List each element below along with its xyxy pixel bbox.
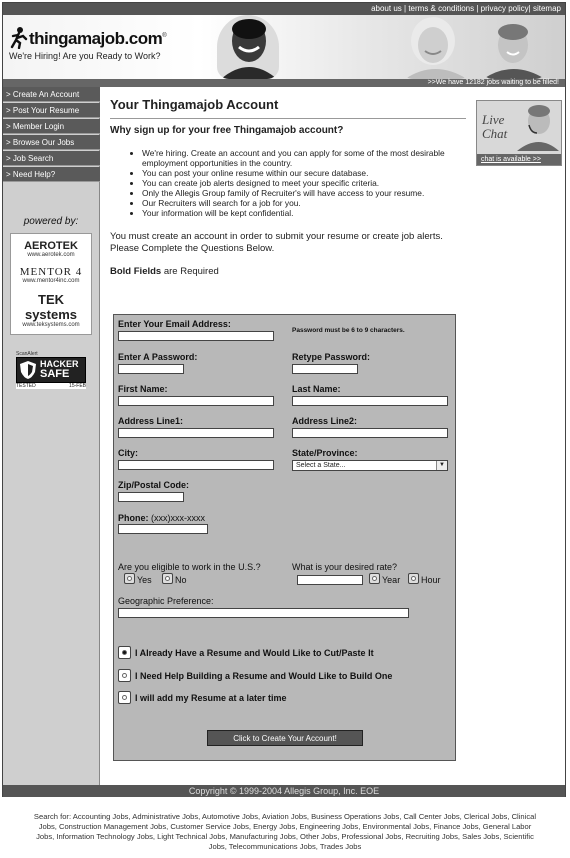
running-man-icon [9,27,29,49]
list-item: • We're hiring. Create an account and you can apply for some of the most desirable employment opportunities in the country. [142,148,470,168]
retype-password-label: Retype Password: [292,352,371,362]
sitemap-link[interactable]: sitemap [532,4,561,13]
reasons-list [110,148,470,218]
phone-format: (xxx)xxx-xxxx [148,513,205,523]
email-label: Enter Your Email Address: [118,319,231,329]
account-form [113,314,456,761]
rate-year-radio[interactable] [369,573,380,584]
eligible-no-radio[interactable] [162,573,173,584]
sidebar [3,87,100,785]
copyright-bar: Copyright © 1999-2004 Allegis Group, Inc. EOE [3,785,565,797]
logo-text: thingamajob.com [29,29,163,48]
partner-mentor4[interactable] [11,262,91,288]
partner-url: www.teksystems.com [22,322,80,328]
hacker-safe-badge[interactable] [16,351,86,389]
resume-later-label: I will add my Resume at a later time [135,693,287,703]
title-divider [110,118,466,119]
eligible-no-label: No [175,575,187,585]
powered-by-label: powered by: [23,216,79,227]
rate-hour-radio[interactable] [408,573,419,584]
zip-field[interactable] [118,492,184,502]
eligible-yes-label: Yes [137,575,152,585]
badge-tested: TESTED [16,383,36,389]
nav-need-help[interactable]: > Need Help? [3,167,100,182]
live-chat-title-1: Live [482,112,505,127]
resume-build-label: I Need Help Building a Resume and Would Like to Build One [135,671,393,681]
password-field[interactable] [118,364,184,374]
rate-year-label: Year [382,575,401,585]
badge-word1: HACKER [40,359,79,369]
chat-agent-photo [515,103,559,151]
first-name-label: First Name: [118,384,168,394]
phone-field[interactable] [118,524,208,534]
intro-text: You must create an account in order to submit your resume or create job alerts. Please Complete the Questions Below. [110,231,443,254]
chevron-down-icon[interactable]: ▼ [436,461,447,470]
resume-cutpaste-radio[interactable] [118,646,131,659]
man-photo [217,15,279,79]
resume-build-radio[interactable] [118,669,131,682]
rate-label: What is your desired rate? [292,562,398,572]
geo-field[interactable] [118,608,409,618]
address2-field[interactable] [292,428,448,438]
address1-field[interactable] [118,428,274,438]
nav-post-resume[interactable]: > Post Your Resume [3,103,100,118]
phone-label [118,513,205,523]
page-title: Your Thingamajob Account [110,97,279,112]
address2-label: Address Line2: [292,416,358,426]
list-item: • You can create job alerts designed to meet your specific criteria. [142,178,470,188]
man-headset-photo [481,21,547,79]
chat-available-link[interactable]: chat is available >> [477,154,561,165]
state-label: State/Province: [292,448,358,458]
nav-job-search[interactable]: > Job Search [3,151,100,166]
terms-link[interactable]: terms & conditions [408,4,475,13]
shield-icon [19,360,37,380]
state-select-value: Select a State... [296,462,346,469]
live-chat-title-2: Chat [482,126,508,141]
required-bold: Bold Fields [110,266,162,277]
partner-name: MENTOR 4 [19,266,83,278]
create-account-button[interactable]: Click to Create Your Account! [207,730,363,746]
list-item: • Only the Allegis Group family of Recruiter's will have access to your resume. [142,188,470,198]
nav-member-login[interactable]: > Member Login [3,119,100,134]
badge-scanalert: ScanAlert [16,351,38,357]
first-name-field[interactable] [118,396,274,406]
retype-password-field[interactable] [292,364,358,374]
required-note [110,266,470,277]
password-label: Enter A Password: [118,352,198,362]
phone-label-text: Phone: [118,513,149,523]
eligible-yes-radio[interactable] [124,573,135,584]
city-label: City: [118,448,138,458]
address1-label: Address Line1: [118,416,184,426]
badge-word2: SAFE [40,368,70,380]
nav-create-account[interactable]: > Create An Account [3,87,100,102]
resume-later-radio[interactable] [118,691,131,704]
partner-aerotek[interactable] [11,236,91,262]
rate-hour-label: Hour [421,575,441,585]
state-select[interactable] [292,460,448,471]
city-field[interactable] [118,460,274,470]
partner-teksystems[interactable] [11,288,91,332]
list-item: • You can post your online resume within our secure database. [142,168,470,178]
password-hint: Password must be 6 to 9 characters. [292,327,405,334]
privacy-policy-link[interactable]: privacy policy [480,4,529,13]
section-subtitle: Why sign up for your free Thingamajob account? [110,125,344,136]
partner-name: TEK systems [24,292,78,322]
partner-url: www.mentor4inc.com [22,278,80,284]
partner-name: AEROTEK [24,240,78,252]
last-name-label: Last Name: [292,384,341,394]
badge-date: 15-FEB [69,383,86,389]
last-name-field[interactable] [292,396,448,406]
zip-label: Zip/Postal Code: [118,480,190,490]
site-logo[interactable] [9,27,167,61]
jobs-count-banner: >>We have 12182 jobs waiting to be filled! [3,79,565,87]
header-banner [3,15,565,79]
rate-field[interactable] [297,575,363,585]
top-nav: about us | terms & conditions | privacy policy| sitemap [3,3,565,15]
resume-cutpaste-label: I Already Have a Resume and Would Like to Cut/Paste It [135,648,374,658]
nav-browse-jobs[interactable]: > Browse Our Jobs [3,135,100,150]
partner-logos [10,233,92,335]
about-us-link[interactable]: about us [371,4,402,13]
registered-mark: ® [162,33,167,39]
main-content [110,97,470,277]
seo-job-links[interactable]: Search for: Accounting Jobs, Administrative Jobs, Automotive Jobs, Aviation Jobs, Business Operations Jobs, Call Center Jobs, Clerical Jobs, Clinical Jobs, Construction Management Jobs, Customer Service Jobs, Energy Jobs, Engineering Jobs, Environmental Jobs, Finance Jobs, General Labor Jobs, Information Technology Jobs, Light Technical Jobs, Manufacturing Jobs, Other Jobs, Professional Jobs, Recruiting Jobs, Sales Jobs, Scientific Jobs, Telecommunications Jobs, Trades Jobs [33,812,537,851]
eligible-label: Are you eligible to work in the U.S.? [118,562,261,572]
woman-photo [401,17,471,79]
geo-label: Geographic Preference: [118,596,214,606]
email-field[interactable] [118,331,274,341]
live-chat-box[interactable] [476,100,562,166]
page-frame [2,2,566,797]
tagline: We're Hiring! Are you Ready to Work? [9,51,161,61]
list-item: • Our Recruiters will search for a job for you. [142,198,470,208]
partner-url: www.aerotek.com [27,252,75,258]
list-item: • Your information will be kept confidential. [142,208,470,218]
required-rest: are Required [161,266,219,277]
